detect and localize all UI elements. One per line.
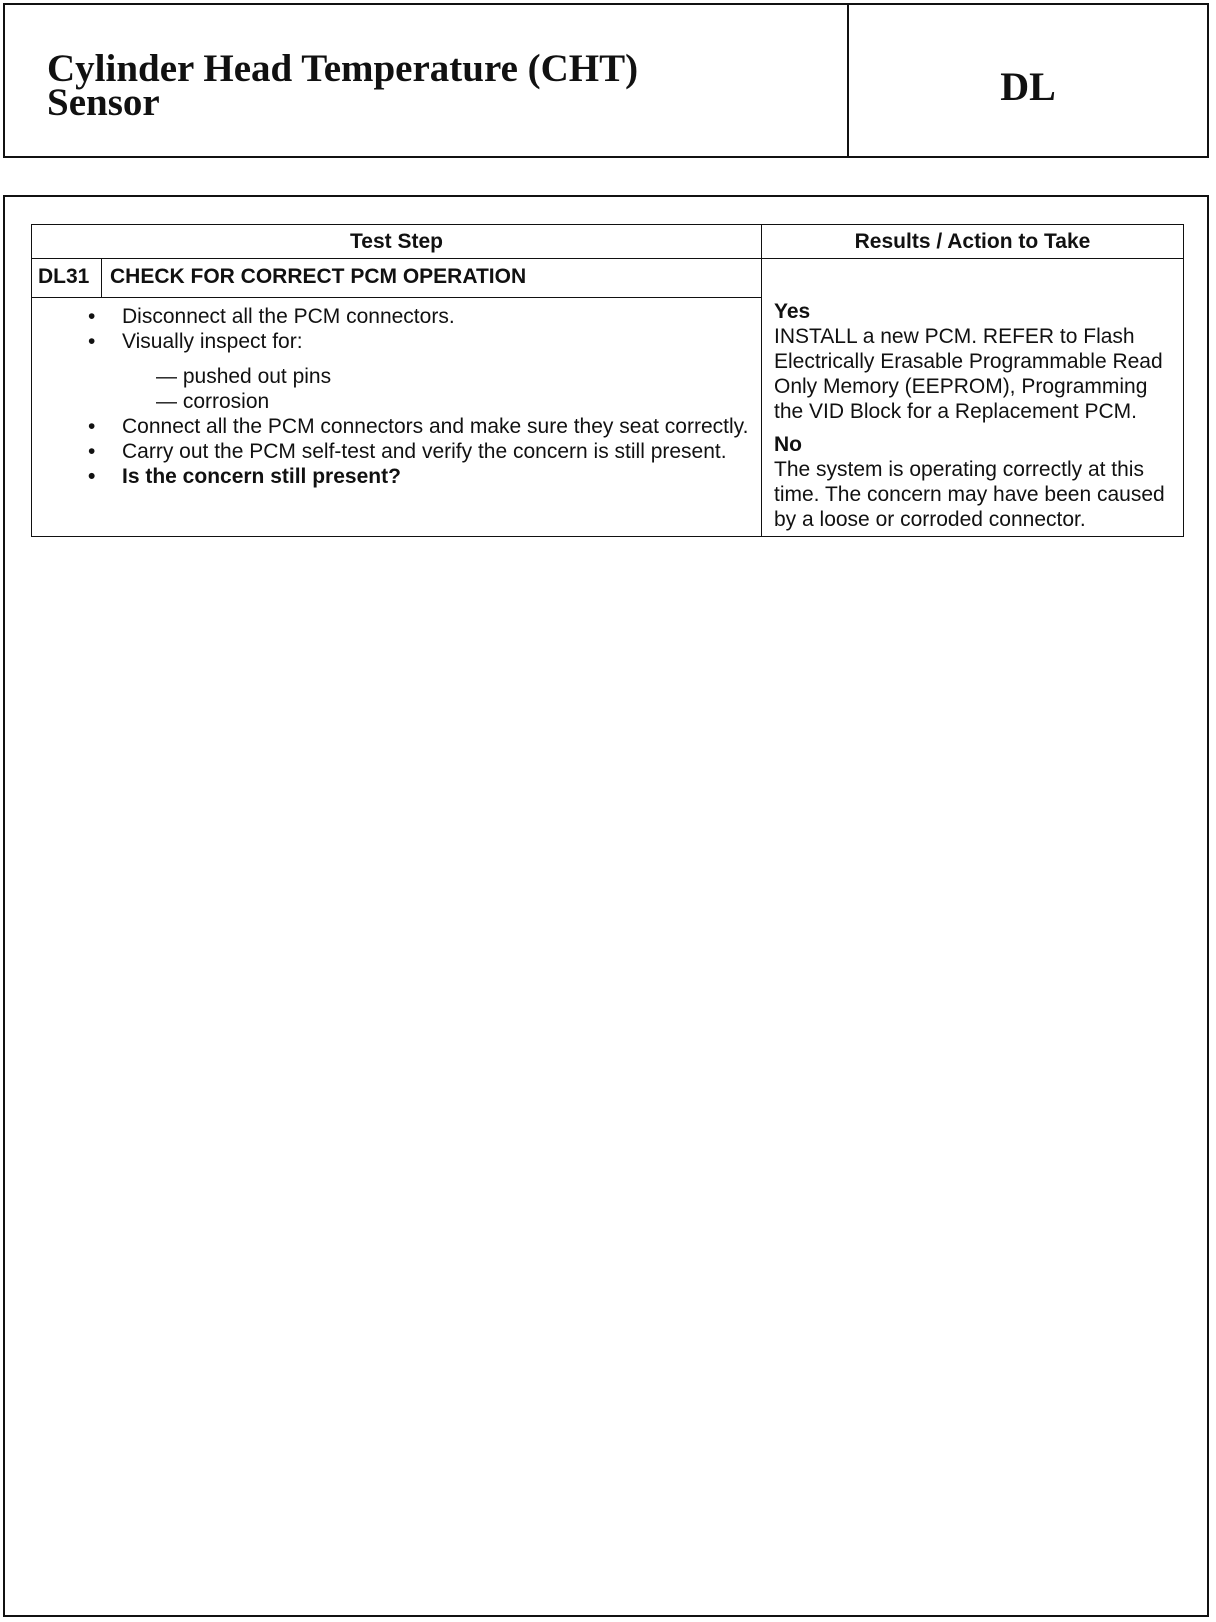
- content-frame: [3, 195, 1209, 1617]
- page-title-line-2: Sensor: [47, 81, 160, 124]
- inspection-sublist: [42, 364, 751, 414]
- result-yes-label: Yes: [774, 300, 811, 323]
- bullet-icon: •: [88, 415, 96, 438]
- section-code: DL: [1000, 64, 1056, 109]
- list-item: [42, 304, 751, 329]
- header-title-cell: [5, 5, 849, 156]
- list-item: — corrosion: [156, 390, 270, 413]
- list-item: [42, 439, 751, 464]
- instruction-text: Disconnect all the PCM connectors.: [122, 305, 455, 328]
- page-title: [47, 47, 639, 124]
- table-header-row: [32, 225, 1184, 259]
- step-title: CHECK FOR CORRECT PCM OPERATION: [102, 259, 762, 298]
- page-header: [3, 3, 1209, 158]
- bullet-icon: •: [88, 305, 96, 328]
- column-header-results: Results / Action to Take: [762, 225, 1184, 259]
- results-cell: [762, 259, 1184, 537]
- result-no-label: No: [774, 433, 802, 456]
- table-row: [32, 259, 1184, 298]
- instruction-text: Connect all the PCM connectors and make sure they seat correctly.: [122, 415, 749, 438]
- decision-question: Is the concern still present?: [122, 465, 401, 488]
- instruction-list-continued: [42, 414, 751, 489]
- bullet-icon: •: [88, 465, 96, 488]
- page-title-line-1: Cylinder Head Temperature (CHT): [47, 47, 639, 90]
- step-id: DL31: [32, 259, 102, 298]
- result-no-text: The system is operating correctly at this time. The concern may have been caused by a loose or corroded connector.: [774, 458, 1165, 531]
- header-code-cell: [849, 5, 1207, 156]
- instruction-text: Visually inspect for:: [122, 330, 303, 353]
- pinpoint-test-table: [31, 224, 1184, 537]
- column-header-test-step: Test Step: [32, 225, 762, 259]
- bullet-icon: •: [88, 330, 96, 353]
- result-yes-text: INSTALL a new PCM. REFER to Flash Electrically Erasable Programmable Read Only Memory (EEPROM), Programming the VID Block for a Replacement PCM.: [774, 325, 1163, 423]
- instruction-text: Carry out the PCM self-test and verify the concern is still present.: [122, 440, 727, 463]
- list-item: [42, 464, 751, 489]
- instruction-list: [42, 304, 751, 354]
- step-instructions: [32, 298, 762, 537]
- list-item: [42, 329, 751, 354]
- list-item: [42, 414, 751, 439]
- list-item: — pushed out pins: [156, 365, 332, 388]
- bullet-icon: •: [88, 440, 96, 463]
